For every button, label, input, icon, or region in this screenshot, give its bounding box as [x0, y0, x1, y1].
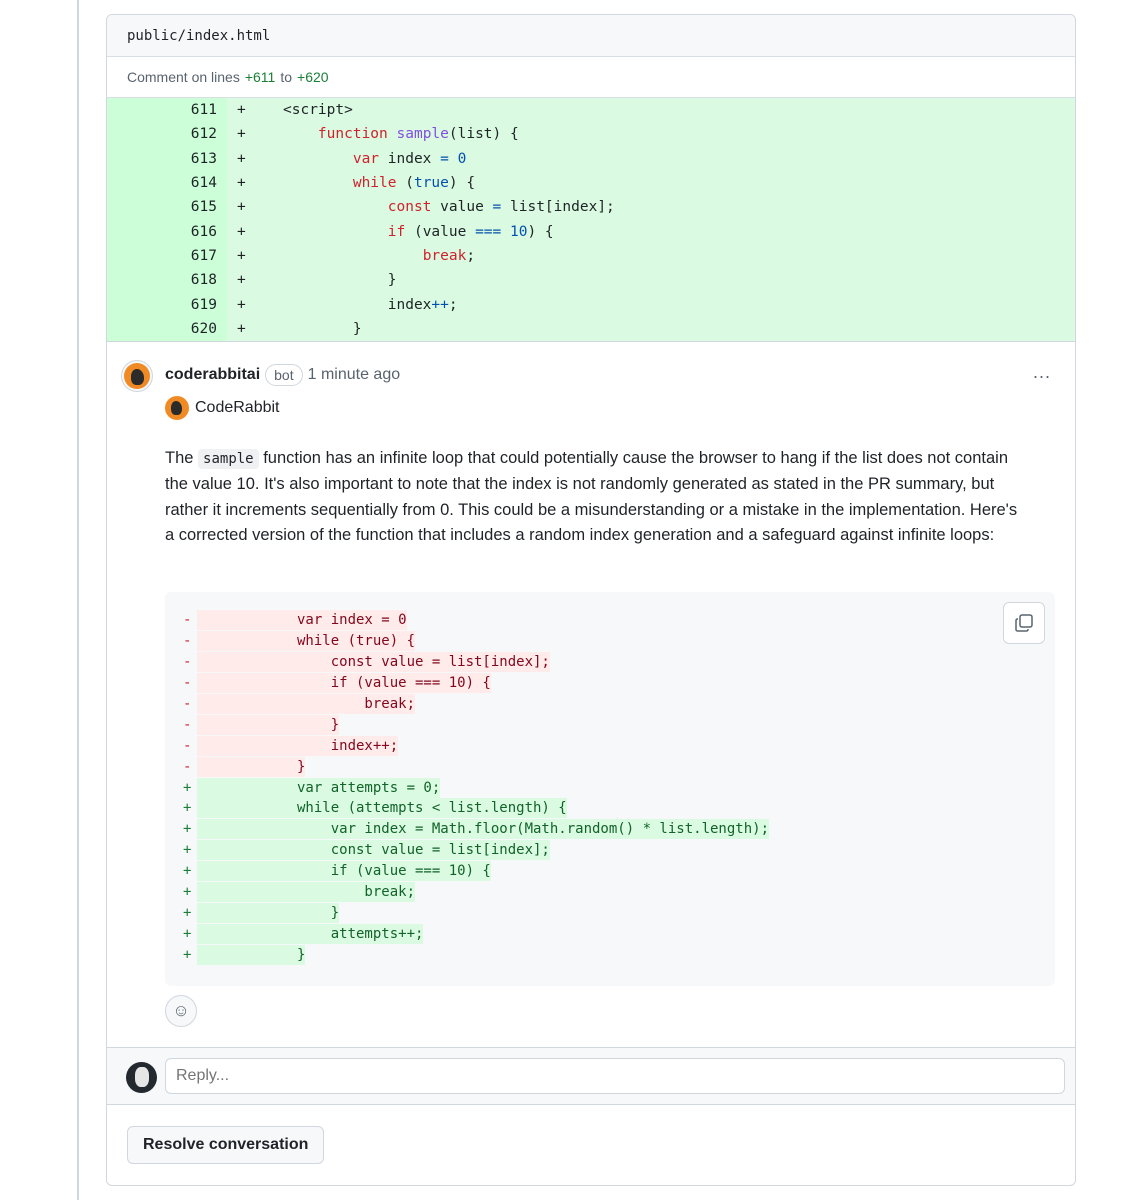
diff-sign: + [237, 126, 246, 143]
suggestion-block [165, 592, 1055, 986]
added-line [165, 840, 1055, 861]
diff-line [107, 98, 1075, 122]
copy-button[interactable] [1003, 602, 1045, 644]
diff-line [107, 244, 1075, 268]
line-number[interactable]: 617 [190, 247, 217, 264]
diff-line [107, 219, 1075, 243]
range-start[interactable]: +611 [244, 69, 276, 85]
suggestion-code: var index = Math.floor(Math.random() * list.length); [197, 819, 769, 839]
code: } [352, 320, 362, 337]
suggestion-code: while (true) { [197, 631, 415, 651]
range-word: to [280, 69, 293, 85]
added-line [165, 882, 1055, 903]
diff-sign: + [237, 272, 246, 289]
suggestion-code: } [197, 715, 339, 735]
deleted-line [165, 694, 1055, 715]
diff-hunk [107, 98, 1075, 342]
reply-input[interactable] [165, 1058, 1065, 1094]
diff-line [107, 268, 1075, 292]
deleted-line [165, 756, 1055, 777]
diff-sign: + [237, 150, 246, 167]
line-number[interactable]: 618 [190, 272, 217, 289]
suggestion-code: var index = 0 [197, 610, 407, 630]
code: <script> [283, 102, 353, 119]
bot-badge: bot [265, 364, 302, 386]
suggestion-lines [165, 610, 1055, 965]
range-end[interactable]: +620 [297, 69, 329, 85]
diff-marker: - [183, 696, 192, 712]
suggestion-code: index++; [197, 736, 398, 756]
line-number[interactable]: 616 [190, 223, 217, 240]
user-avatar [126, 1062, 157, 1093]
code: const value = list[index]; [387, 199, 615, 216]
diff-line [107, 147, 1075, 171]
suggestion-code: } [197, 903, 339, 923]
diff-marker: - [183, 675, 192, 692]
suggestion-code: if (value === 10) { [197, 673, 491, 693]
code: function sample(list) { [317, 126, 519, 143]
coderabbit-avatar[interactable] [121, 360, 153, 392]
line-number[interactable]: 620 [190, 320, 217, 337]
suggestion-code: } [197, 945, 305, 965]
resolve-conversation-button[interactable]: Resolve conversation [127, 1126, 324, 1164]
diff-line [107, 122, 1075, 146]
file-path[interactable]: public/index.html [107, 15, 1075, 57]
diff-marker: - [183, 737, 192, 754]
diff-marker: - [183, 758, 192, 775]
suggestion-code: while (attempts < list.length) { [197, 798, 567, 818]
timestamp[interactable]: 1 minute ago [307, 366, 401, 383]
line-number[interactable]: 611 [190, 102, 217, 119]
suggestion-code: break; [197, 694, 415, 714]
suggestion-code: if (value === 10) { [197, 861, 491, 881]
suggestion-code: var attempts = 0; [197, 778, 440, 798]
diff-marker: + [183, 779, 192, 796]
diff-marker: + [183, 821, 192, 838]
suggestion-code: attempts++; [197, 924, 423, 944]
code: break; [422, 247, 476, 264]
more-options-icon[interactable]: ... [1032, 362, 1051, 382]
diff-marker: + [183, 946, 192, 963]
code: } [387, 272, 397, 289]
comment-range-prefix: Comment on lines [127, 69, 240, 85]
diff-sign: + [237, 296, 246, 313]
add-reaction-button[interactable] [165, 995, 197, 1027]
line-number[interactable]: 612 [190, 126, 217, 143]
line-number[interactable]: 615 [190, 199, 217, 216]
smiley-icon: ☺ [172, 1001, 190, 1020]
deleted-line [165, 714, 1055, 735]
inline-code: sample [198, 449, 259, 469]
suggestion-code: break; [197, 882, 415, 902]
diff-line [107, 292, 1075, 316]
diff-marker: + [183, 925, 192, 942]
diff-marker: - [183, 654, 192, 671]
added-line [165, 861, 1055, 882]
suggestion-code: const value = list[index]; [197, 840, 550, 860]
rabbit-icon [124, 363, 150, 389]
diff-line [107, 171, 1075, 195]
deleted-line [165, 652, 1055, 673]
deleted-line [165, 610, 1055, 631]
code: while (true) { [352, 175, 476, 192]
deleted-line [165, 673, 1055, 694]
code: var index = 0 [352, 150, 467, 167]
deleted-line [165, 631, 1055, 652]
signature-text: CodeRabbit [195, 399, 280, 416]
added-line [165, 777, 1055, 798]
diff-marker: - [183, 612, 192, 629]
comment-body: The sample function has an infinite loop that could potentially cause the browser to hang if the list does not contain the value 10. It's also important to note that the index is not randomly generated as stated in the PR summary, but rather it increments sequentially from 0. This could be a misunderstanding or a mistake in the implementation. Here's a corrected version of the function that includes a random index generation and a safeguard against infinite loops: [165, 449, 1018, 544]
diff-sign: + [237, 223, 246, 240]
deleted-line [165, 735, 1055, 756]
timeline-line [77, 0, 79, 1200]
suggestion-code: const value = list[index]; [197, 652, 550, 672]
comment-header [165, 364, 400, 386]
diff-marker: + [183, 884, 192, 901]
diff-marker: + [183, 863, 192, 880]
diff-marker: - [183, 633, 192, 650]
copy-icon [1014, 613, 1034, 633]
added-line [165, 923, 1055, 944]
diff-sign: + [237, 320, 246, 337]
diff-marker: + [183, 842, 192, 859]
added-line [165, 902, 1055, 923]
diff-sign: + [237, 199, 246, 216]
added-line [165, 819, 1055, 840]
suggestion-code: } [197, 757, 305, 777]
author-name[interactable]: coderabbitai [165, 366, 261, 383]
line-number[interactable]: 614 [190, 175, 217, 192]
code: index++; [387, 296, 458, 313]
rabbit-icon [165, 396, 189, 420]
review-thread [106, 14, 1076, 1186]
comment-range [107, 57, 1075, 98]
line-number[interactable]: 613 [190, 150, 217, 167]
reply-area [107, 1047, 1075, 1105]
diff-marker: - [183, 716, 192, 733]
signature [165, 396, 280, 420]
diff-line [107, 195, 1075, 219]
added-line [165, 944, 1055, 965]
diff-sign: + [237, 102, 246, 119]
diff-sign: + [237, 247, 246, 264]
line-number[interactable]: 619 [190, 296, 217, 313]
diff-line [107, 317, 1075, 341]
added-line [165, 798, 1055, 819]
diff-marker: + [183, 904, 192, 921]
diff-marker: + [183, 800, 192, 817]
code: if (value === 10) { [387, 223, 554, 240]
diff-sign: + [237, 175, 246, 192]
